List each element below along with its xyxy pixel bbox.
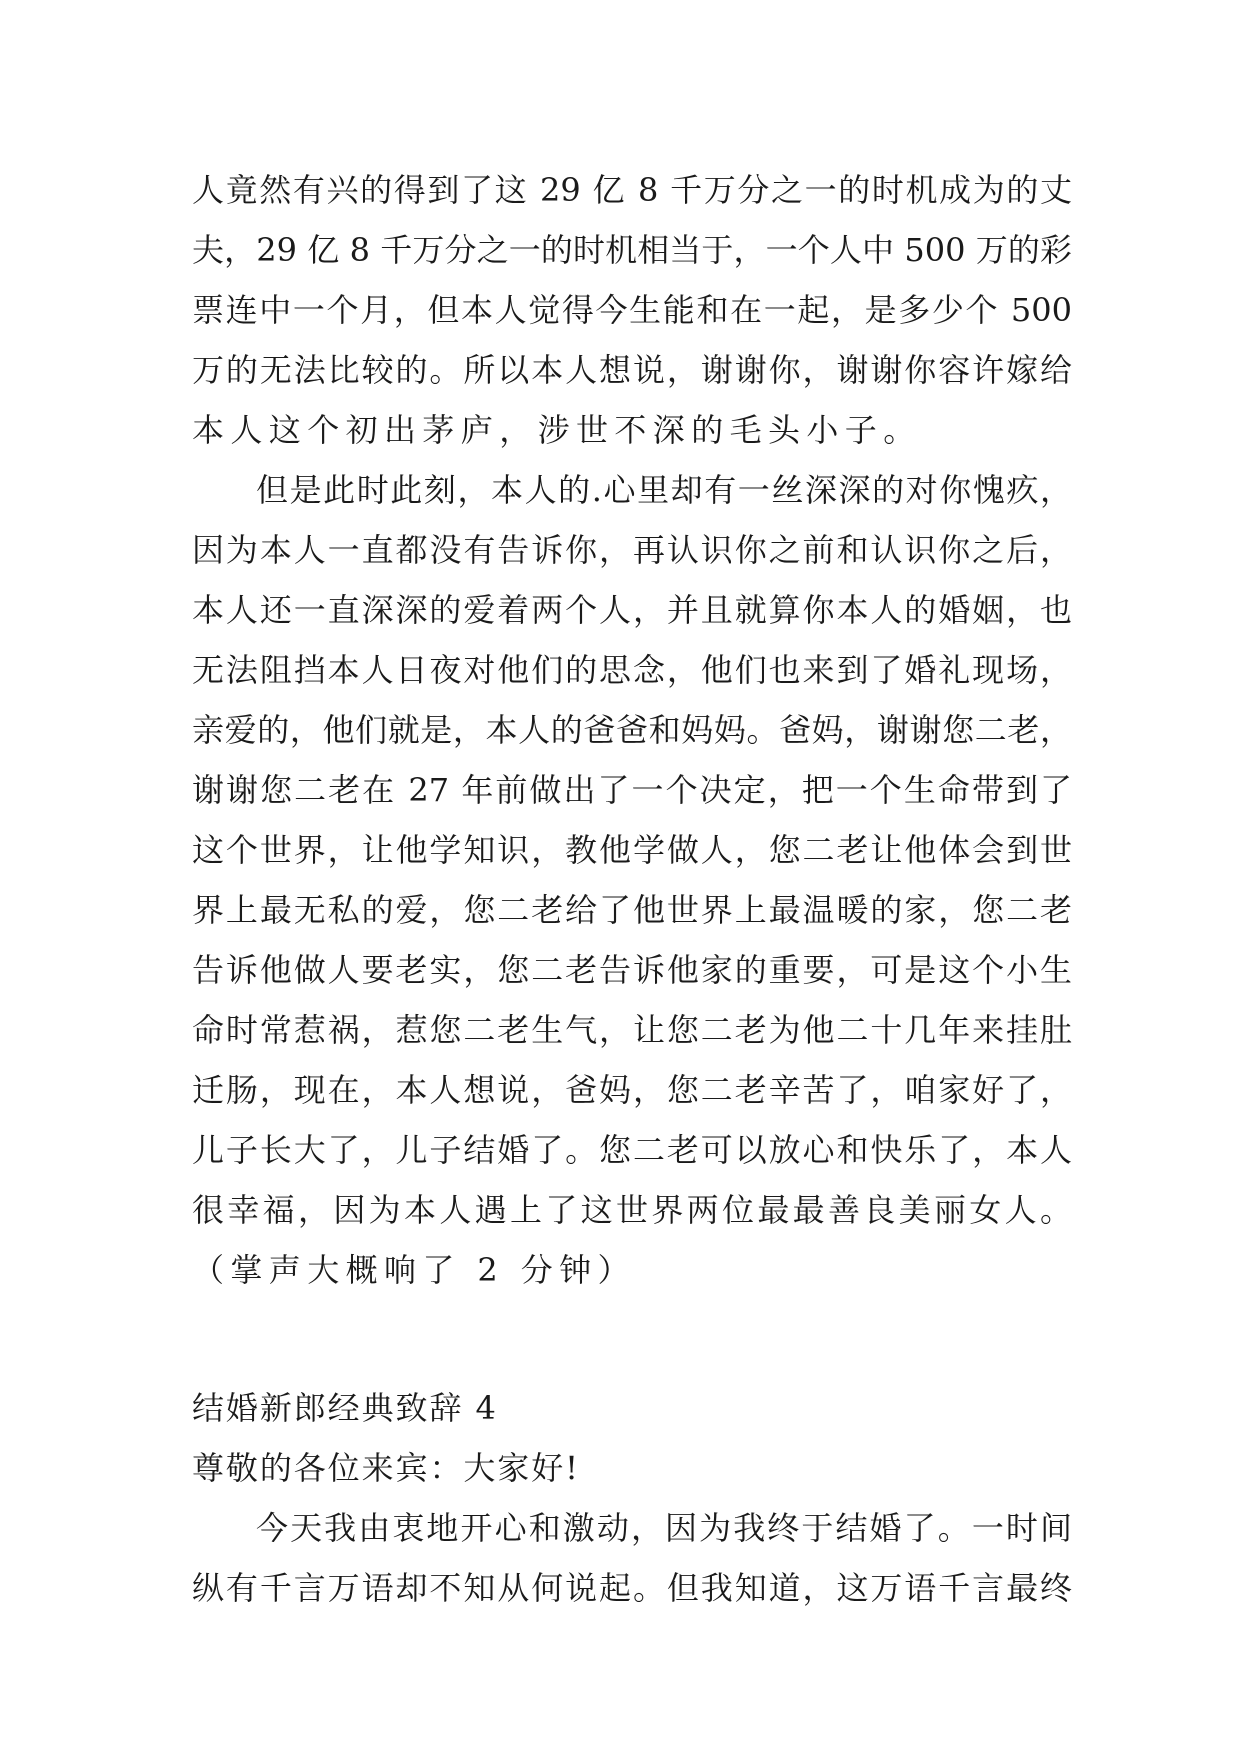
text-line: 这个世界，让他学知识，教他学做人，您二老让他体会到世	[192, 831, 1072, 869]
paragraph	[192, 1498, 1072, 1618]
section-heading: 结婚新郎经典致辞 4	[192, 1389, 498, 1427]
text-line: （掌声大概响了 2 分钟）	[192, 1251, 636, 1289]
text-line: 儿子长大了，儿子结婚了。您二老可以放心和快乐了，本人	[192, 1131, 1072, 1169]
text-line: 界上最无私的爱，您二老给了他世界上最温暖的家，您二老	[192, 891, 1072, 929]
paragraph	[192, 460, 1072, 1300]
text-line: 夫，29 亿 8 千万分之一的时机相当于，一个人中 500 万的彩	[192, 231, 1072, 269]
spacer	[192, 1300, 1072, 1378]
text-line: 万的无法比较的。所以本人想说，谢谢你，谢谢你容许嫁给	[192, 351, 1072, 389]
text-line: 亲爱的，他们就是，本人的爸爸和妈妈。爸妈，谢谢您二老，	[192, 711, 1072, 749]
text-line: 但是此时此刻，本人的.心里却有一丝深深的对你愧疚，	[256, 471, 1072, 509]
text-line: 人竟然有兴的得到了这 29 亿 8 千万分之一的时机成为的丈	[192, 171, 1072, 209]
text-line: 纵有千言万语却不知从何说起。但我知道，这万语千言最终	[192, 1569, 1072, 1607]
text-line: 告诉他做人要老实，您二老告诉他家的重要，可是这个小生	[192, 951, 1072, 989]
paragraph	[192, 160, 1072, 460]
text-line: 命时常惹祸，惹您二老生气，让您二老为他二十几年来挂肚	[192, 1011, 1072, 1049]
text-line: 很幸福，因为本人遇上了这世界两位最最善良美丽女人。	[192, 1191, 1072, 1229]
greeting-line: 尊敬的各位来宾：大家好!	[192, 1449, 580, 1487]
text-line: 迁肠，现在，本人想说，爸妈，您二老辛苦了，咱家好了，	[192, 1071, 1072, 1109]
text-line: 票连中一个月，但本人觉得今生能和在一起，是多少个 500	[192, 291, 1072, 329]
text-line: 谢谢您二老在 27 年前做出了一个决定，把一个生命带到了	[192, 771, 1072, 809]
text-line: 本人还一直深深的爱着两个人，并且就算你本人的婚姻，也	[192, 591, 1072, 629]
text-line: 今天我由衷地开心和激动，因为我终于结婚了。一时间	[256, 1509, 1072, 1547]
text-line: 本人这个初出茅庐，涉世不深的毛头小子。	[192, 411, 922, 449]
text-line: 无法阻挡本人日夜对他们的思念，他们也来到了婚礼现场，	[192, 651, 1072, 689]
document-page	[192, 160, 1072, 1618]
text-line: 因为本人一直都没有告诉你，再认识你之前和认识你之后，	[192, 531, 1072, 569]
